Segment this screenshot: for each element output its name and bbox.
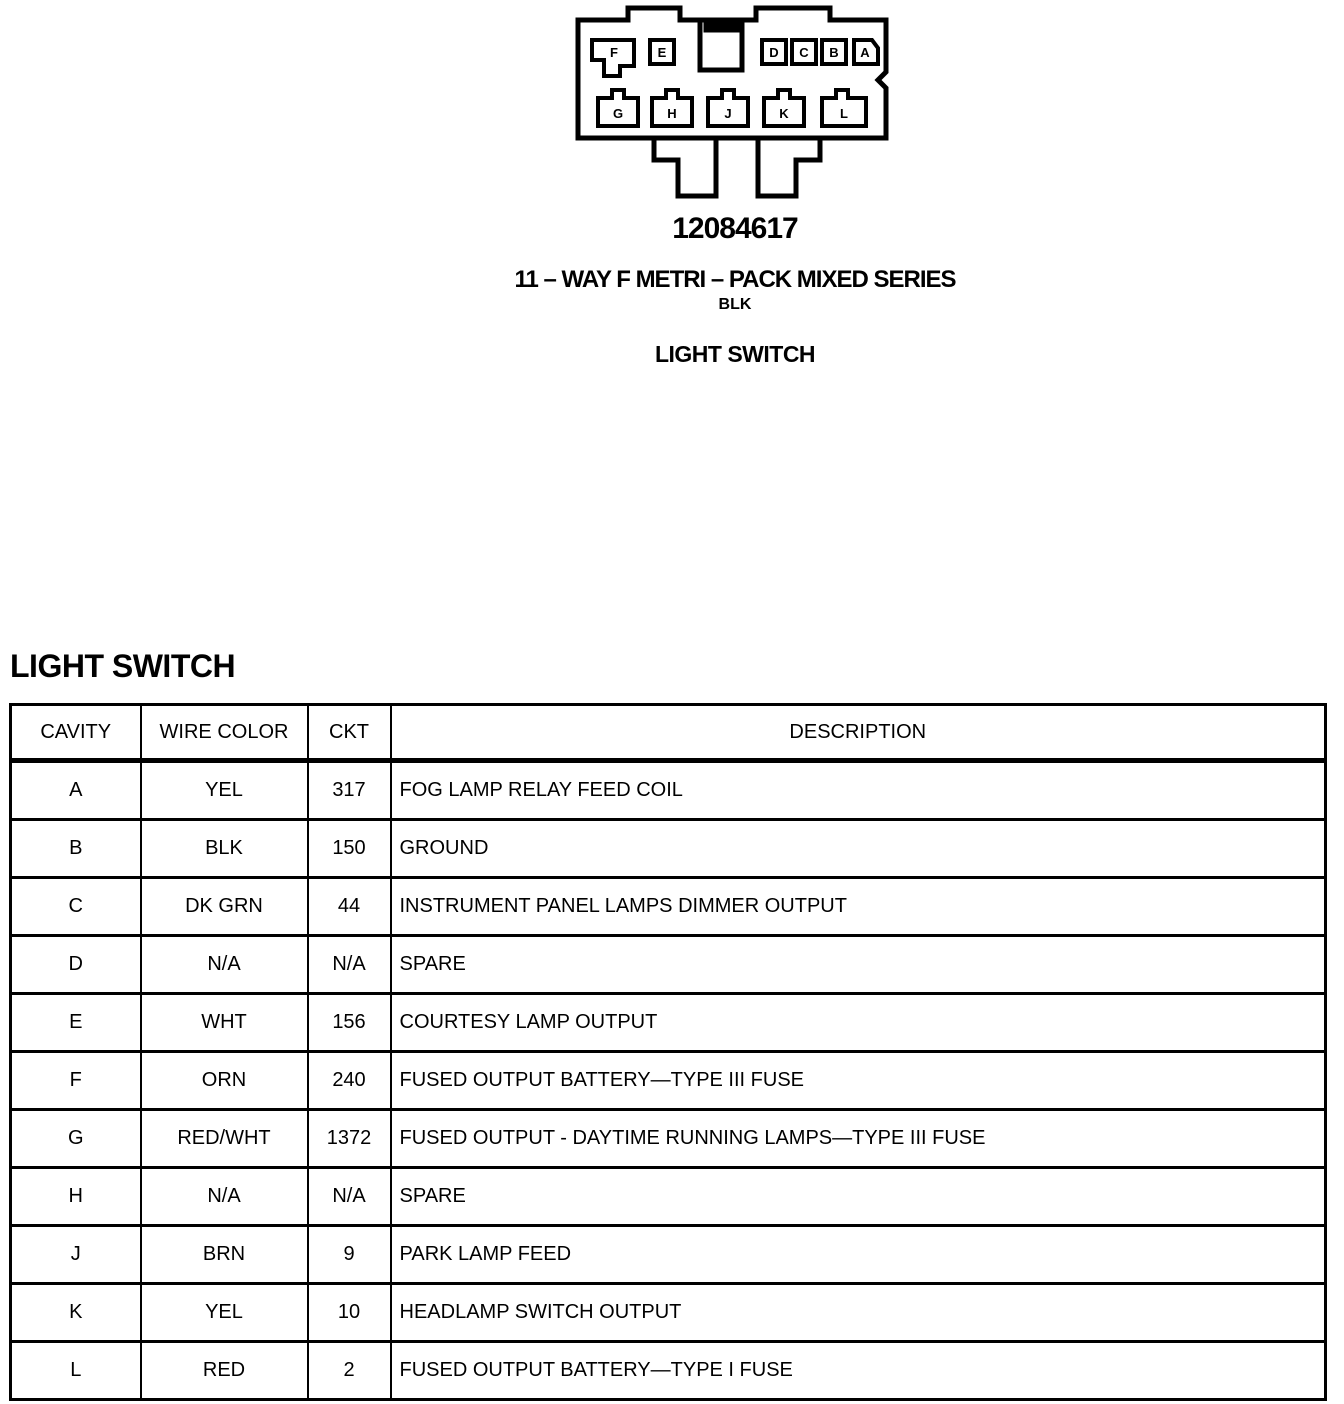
cavity-label: F [610, 45, 618, 60]
cell-ckt: 240 [308, 1052, 391, 1110]
cell-cavity: G [11, 1110, 141, 1168]
cell-description: FOG LAMP RELAY FEED COIL [391, 761, 1326, 820]
cell-description: FUSED OUTPUT BATTERY—TYPE I FUSE [391, 1342, 1326, 1400]
cell-description: FUSED OUTPUT BATTERY—TYPE III FUSE [391, 1052, 1326, 1110]
cell-wire-color: DK GRN [141, 878, 308, 936]
cell-ckt: 156 [308, 994, 391, 1052]
latch-tab [706, 21, 714, 30]
cell-cavity: K [11, 1284, 141, 1342]
table-row [11, 1284, 1326, 1342]
connector-series: 11 – WAY F METRI – PACK MIXED SERIES [514, 266, 956, 293]
cell-ckt: 150 [308, 820, 391, 878]
cell-ckt: 44 [308, 878, 391, 936]
cavity-label: E [657, 45, 667, 60]
cell-description: HEADLAMP SWITCH OUTPUT [391, 1284, 1326, 1342]
table-row [11, 1168, 1326, 1226]
cell-ckt: N/A [308, 936, 391, 994]
connector-name: LIGHT SWITCH [654, 341, 816, 367]
cell-wire-color: WHT [141, 994, 308, 1052]
cell-description: COURTESY LAMP OUTPUT [391, 994, 1326, 1052]
cell-ckt: 2 [308, 1342, 391, 1400]
connector-diagram [0, 0, 1344, 210]
table-row [11, 1052, 1326, 1110]
table-row [11, 994, 1326, 1052]
cell-wire-color: BRN [141, 1226, 308, 1284]
latch-tab [730, 21, 738, 30]
header-cavity: CAVITY [11, 705, 141, 761]
cell-cavity: C [11, 878, 141, 936]
cell-wire-color: N/A [141, 936, 308, 994]
cell-description: SPARE [391, 936, 1326, 994]
cell-cavity: L [11, 1342, 141, 1400]
cell-cavity: J [11, 1226, 141, 1284]
wire-exit-right [758, 138, 820, 196]
cell-wire-color: RED [141, 1342, 308, 1400]
cavity-label: J [724, 106, 732, 121]
cell-wire-color: YEL [141, 761, 308, 820]
cell-ckt: 317 [308, 761, 391, 820]
cell-ckt: 10 [308, 1284, 391, 1342]
wire-exit-left [654, 138, 716, 196]
cavity-label: B [829, 45, 839, 60]
cell-description: FUSED OUTPUT - DAYTIME RUNNING LAMPS—TYPE III FUSE [391, 1110, 1326, 1168]
cell-wire-color: YEL [141, 1284, 308, 1342]
table-body [11, 761, 1326, 1400]
header-ckt: CKT [308, 705, 391, 761]
cell-cavity: F [11, 1052, 141, 1110]
cell-cavity: E [11, 994, 141, 1052]
cell-ckt: 1372 [308, 1110, 391, 1168]
cavity-label: D [769, 45, 779, 60]
cell-description: INSTRUMENT PANEL LAMPS DIMMER OUTPUT [391, 878, 1326, 936]
cell-wire-color: ORN [141, 1052, 308, 1110]
connector-color: BLK [718, 296, 752, 313]
table-row [11, 1110, 1326, 1168]
cell-wire-color: BLK [141, 820, 308, 878]
table-row [11, 878, 1326, 936]
cell-description: PARK LAMP FEED [391, 1226, 1326, 1284]
pinout-table [9, 703, 1327, 1401]
latch-tab [718, 21, 726, 30]
table-row [11, 1342, 1326, 1400]
table-row [11, 761, 1326, 820]
cavity-label: K [779, 106, 789, 121]
table-header-row [11, 705, 1326, 761]
cell-cavity: D [11, 936, 141, 994]
connector-part-number: 12084617 [672, 212, 798, 245]
cell-cavity: A [11, 761, 141, 820]
cavity-label: C [799, 45, 809, 60]
table-title: LIGHT SWITCH [10, 648, 236, 684]
header-description: DESCRIPTION [391, 705, 1326, 761]
table-row [11, 820, 1326, 878]
cell-cavity: B [11, 820, 141, 878]
cell-description: GROUND [391, 820, 1326, 878]
table-row [11, 936, 1326, 994]
table-row [11, 1226, 1326, 1284]
cavity-label: H [667, 106, 677, 121]
cell-ckt: 9 [308, 1226, 391, 1284]
cell-wire-color: N/A [141, 1168, 308, 1226]
cavity-label: L [840, 106, 848, 121]
cell-wire-color: RED/WHT [141, 1110, 308, 1168]
header-wire-color: WIRE COLOR [141, 705, 308, 761]
cell-ckt: N/A [308, 1168, 391, 1226]
cavity-label: G [612, 106, 624, 121]
cell-description: SPARE [391, 1168, 1326, 1226]
cavity-label: A [860, 45, 870, 60]
cell-cavity: H [11, 1168, 141, 1226]
